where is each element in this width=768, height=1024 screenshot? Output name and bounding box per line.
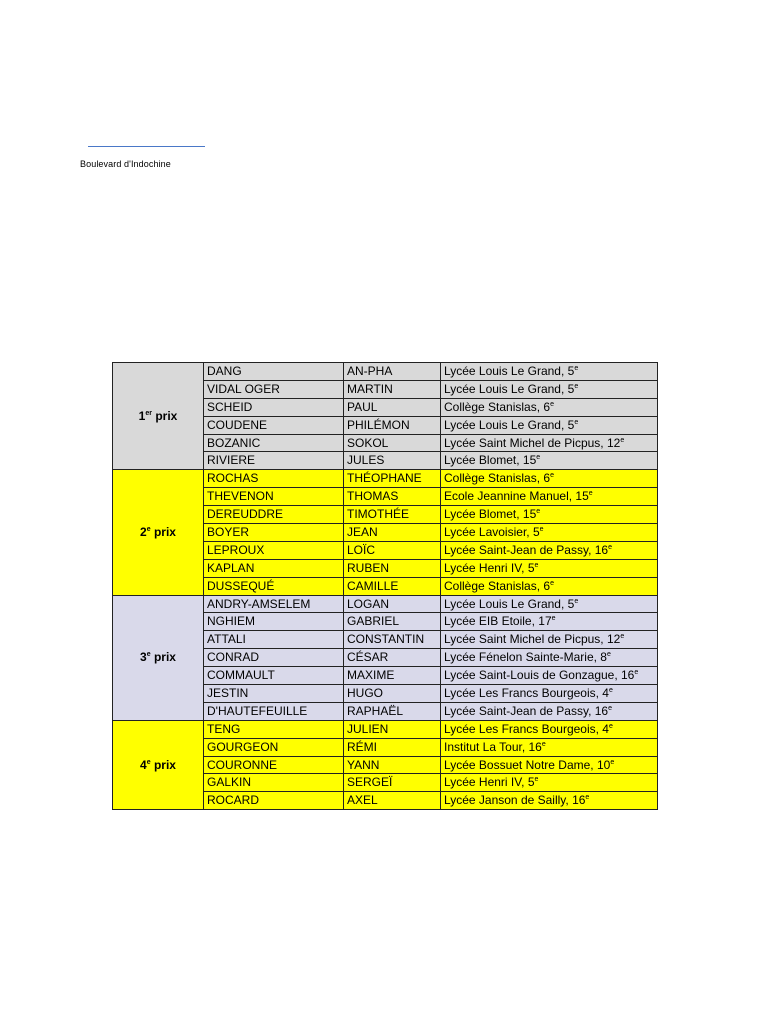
- prize-rank-suffix: e: [146, 758, 151, 766]
- prize-label: [113, 720, 204, 809]
- student-last-name: VIDAL OGER: [204, 380, 344, 398]
- student-last-name: BOZANIC: [204, 434, 344, 452]
- arrondissement-suffix: e: [541, 740, 546, 748]
- prize-label: [113, 363, 204, 470]
- student-school: [441, 738, 658, 756]
- student-first-name: YANN: [344, 756, 441, 774]
- student-first-name: TIMOTHÉE: [344, 506, 441, 524]
- school-name: Lycée Saint Michel de Picpus, 12: [444, 435, 621, 450]
- prize-results-table: [112, 362, 658, 810]
- school-name: Lycée Henri IV, 5: [444, 560, 535, 575]
- school-name: Collège Stanislas, 6: [444, 578, 551, 593]
- prize-label: [113, 470, 204, 595]
- student-school: [441, 380, 658, 398]
- prize-rank: 2: [140, 524, 147, 539]
- student-school: [441, 434, 658, 452]
- student-last-name: CONRAD: [204, 649, 344, 667]
- prize-rank-suffix: e: [146, 651, 151, 659]
- arrondissement-suffix: e: [574, 382, 579, 390]
- student-first-name: CONSTANTIN: [344, 631, 441, 649]
- arrondissement-suffix: e: [574, 597, 579, 605]
- student-last-name: COUDENE: [204, 416, 344, 434]
- student-first-name: PHILÉMON: [344, 416, 441, 434]
- school-name: Lycée Lavoisier, 5: [444, 524, 540, 539]
- student-last-name: DUSSEQUÉ: [204, 577, 344, 595]
- student-school: [441, 702, 658, 720]
- school-name: Lycée EIB Etoile, 17: [444, 614, 552, 629]
- student-first-name: SERGEÏ: [344, 774, 441, 792]
- arrondissement-suffix: e: [539, 525, 544, 533]
- student-first-name: RUBEN: [344, 559, 441, 577]
- student-school: [441, 774, 658, 792]
- student-last-name: ROCARD: [204, 792, 344, 810]
- school-name: Lycée Saint-Jean de Passy, 16: [444, 542, 609, 557]
- prize-results-body: [113, 363, 658, 810]
- prize-word: prix: [153, 650, 176, 665]
- school-name: Lycée Saint Michel de Picpus, 12: [444, 632, 621, 647]
- arrondissement-suffix: e: [550, 579, 554, 587]
- prize-rank-suffix: e: [146, 525, 151, 533]
- student-school: [441, 577, 658, 595]
- student-last-name: JESTIN: [204, 685, 344, 703]
- arrondissement-suffix: e: [620, 436, 625, 444]
- student-first-name: THOMAS: [344, 488, 441, 506]
- student-first-name: CÉSAR: [344, 649, 441, 667]
- school-name: Lycée Louis Le Grand, 5: [444, 363, 575, 378]
- student-school: [441, 541, 658, 559]
- student-first-name: LOÏC: [344, 541, 441, 559]
- student-school: [441, 452, 658, 470]
- student-last-name: GALKIN: [204, 774, 344, 792]
- student-last-name: COURONNE: [204, 756, 344, 774]
- student-school: [441, 470, 658, 488]
- student-first-name: AN-PHA: [344, 363, 441, 381]
- school-name: Collège Stanislas, 6: [444, 471, 551, 486]
- prize-rank: 3: [140, 650, 147, 665]
- arrondissement-suffix: e: [574, 364, 579, 372]
- arrondissement-suffix: e: [610, 758, 615, 766]
- student-school: [441, 685, 658, 703]
- prize-3-row: [113, 595, 658, 613]
- student-last-name: KAPLAN: [204, 559, 344, 577]
- school-name: Lycée Louis Le Grand, 5: [444, 417, 575, 432]
- student-last-name: DANG: [204, 363, 344, 381]
- prize-label: [113, 595, 204, 720]
- student-school: [441, 488, 658, 506]
- arrondissement-suffix: e: [534, 776, 539, 784]
- prize-word: prix: [153, 757, 176, 772]
- prize-word: prix: [153, 524, 176, 539]
- student-last-name: TENG: [204, 720, 344, 738]
- student-first-name: AXEL: [344, 792, 441, 810]
- student-school: [441, 631, 658, 649]
- prize-2-row: [113, 470, 658, 488]
- student-first-name: JULES: [344, 452, 441, 470]
- student-first-name: GABRIEL: [344, 613, 441, 631]
- student-school: [441, 667, 658, 685]
- student-last-name: ROCHAS: [204, 470, 344, 488]
- student-last-name: NGHIEM: [204, 613, 344, 631]
- arrondissement-suffix: e: [534, 561, 539, 569]
- school-name: Lycée Les Francs Bourgeois, 4: [444, 721, 609, 736]
- student-first-name: THÉOPHANE: [344, 470, 441, 488]
- student-first-name: CAMILLE: [344, 577, 441, 595]
- school-name: Lycée Blomet, 15: [444, 453, 537, 468]
- arrondissement-suffix: e: [608, 722, 613, 730]
- school-name: Lycée Saint-Louis de Gonzague, 16: [444, 668, 635, 683]
- arrondissement-suffix: e: [608, 543, 613, 551]
- student-first-name: RAPHAËL: [344, 702, 441, 720]
- school-name: Lycée Janson de Sailly, 16: [444, 793, 586, 808]
- school-name: Lycée Louis Le Grand, 5: [444, 381, 575, 396]
- prize-1-row: [113, 363, 658, 381]
- student-first-name: JEAN: [344, 524, 441, 542]
- arrondissement-suffix: e: [585, 794, 590, 802]
- student-school: [441, 595, 658, 613]
- student-school: [441, 756, 658, 774]
- student-school: [441, 506, 658, 524]
- student-school: [441, 363, 658, 381]
- arrondissement-suffix: e: [551, 615, 556, 623]
- student-last-name: ANDRY-AMSELEM: [204, 595, 344, 613]
- student-first-name: RÉMI: [344, 738, 441, 756]
- arrondissement-suffix: e: [606, 651, 611, 659]
- student-first-name: JULIEN: [344, 720, 441, 738]
- arrondissement-suffix: e: [574, 418, 579, 426]
- student-school: [441, 416, 658, 434]
- student-first-name: MAXIME: [344, 667, 441, 685]
- school-name: Ecole Jeannine Manuel, 15: [444, 489, 589, 504]
- prize-word: prix: [155, 408, 178, 423]
- school-name: Collège Stanislas, 6: [444, 399, 551, 414]
- student-first-name: PAUL: [344, 398, 441, 416]
- prize-rank: 4: [140, 757, 147, 772]
- school-name: Lycée Bossuet Notre Dame, 10: [444, 757, 611, 772]
- school-name: Lycée Les Francs Bourgeois, 4: [444, 685, 609, 700]
- arrondissement-suffix: e: [608, 686, 613, 694]
- student-school: [441, 524, 658, 542]
- arrondissement-suffix: e: [550, 400, 554, 408]
- arrondissement-suffix: e: [536, 508, 541, 516]
- student-school: [441, 613, 658, 631]
- student-last-name: D'HAUTEFEUILLE: [204, 702, 344, 720]
- student-last-name: DEREUDDRE: [204, 506, 344, 524]
- prize-rank: 1: [138, 408, 146, 423]
- student-first-name: SOKOL: [344, 434, 441, 452]
- prize-rank-suffix: er: [145, 409, 152, 417]
- student-last-name: BOYER: [204, 524, 344, 542]
- student-last-name: COMMAULT: [204, 667, 344, 685]
- school-name: Lycée Louis Le Grand, 5: [444, 596, 575, 611]
- student-last-name: SCHEID: [204, 398, 344, 416]
- school-name: Lycée Henri IV, 5: [444, 775, 535, 790]
- school-name: Institut La Tour, 16: [444, 739, 542, 754]
- student-first-name: LOGAN: [344, 595, 441, 613]
- prize-4-row: [113, 720, 658, 738]
- student-first-name: MARTIN: [344, 380, 441, 398]
- school-name: Lycée Fénelon Sainte-Marie, 8: [444, 650, 607, 665]
- arrondissement-suffix: e: [536, 454, 541, 462]
- student-school: [441, 559, 658, 577]
- student-school: [441, 792, 658, 810]
- student-last-name: GOURGEON: [204, 738, 344, 756]
- arrondissement-suffix: e: [608, 704, 613, 712]
- student-school: [441, 720, 658, 738]
- student-last-name: THEVENON: [204, 488, 344, 506]
- arrondissement-suffix: e: [620, 633, 625, 641]
- school-name: Lycée Saint-Jean de Passy, 16: [444, 703, 609, 718]
- school-name: Lycée Blomet, 15: [444, 507, 537, 522]
- student-last-name: LEPROUX: [204, 541, 344, 559]
- arrondissement-suffix: e: [588, 490, 593, 498]
- student-school: [441, 649, 658, 667]
- arrondissement-suffix: e: [550, 472, 554, 480]
- student-last-name: ATTALI: [204, 631, 344, 649]
- arrondissement-suffix: e: [634, 669, 639, 677]
- student-school: [441, 398, 658, 416]
- header-caption: Boulevard d'Indochine: [80, 159, 171, 169]
- student-last-name: RIVIERE: [204, 452, 344, 470]
- top-divider-line: [88, 146, 205, 147]
- student-first-name: HUGO: [344, 685, 441, 703]
